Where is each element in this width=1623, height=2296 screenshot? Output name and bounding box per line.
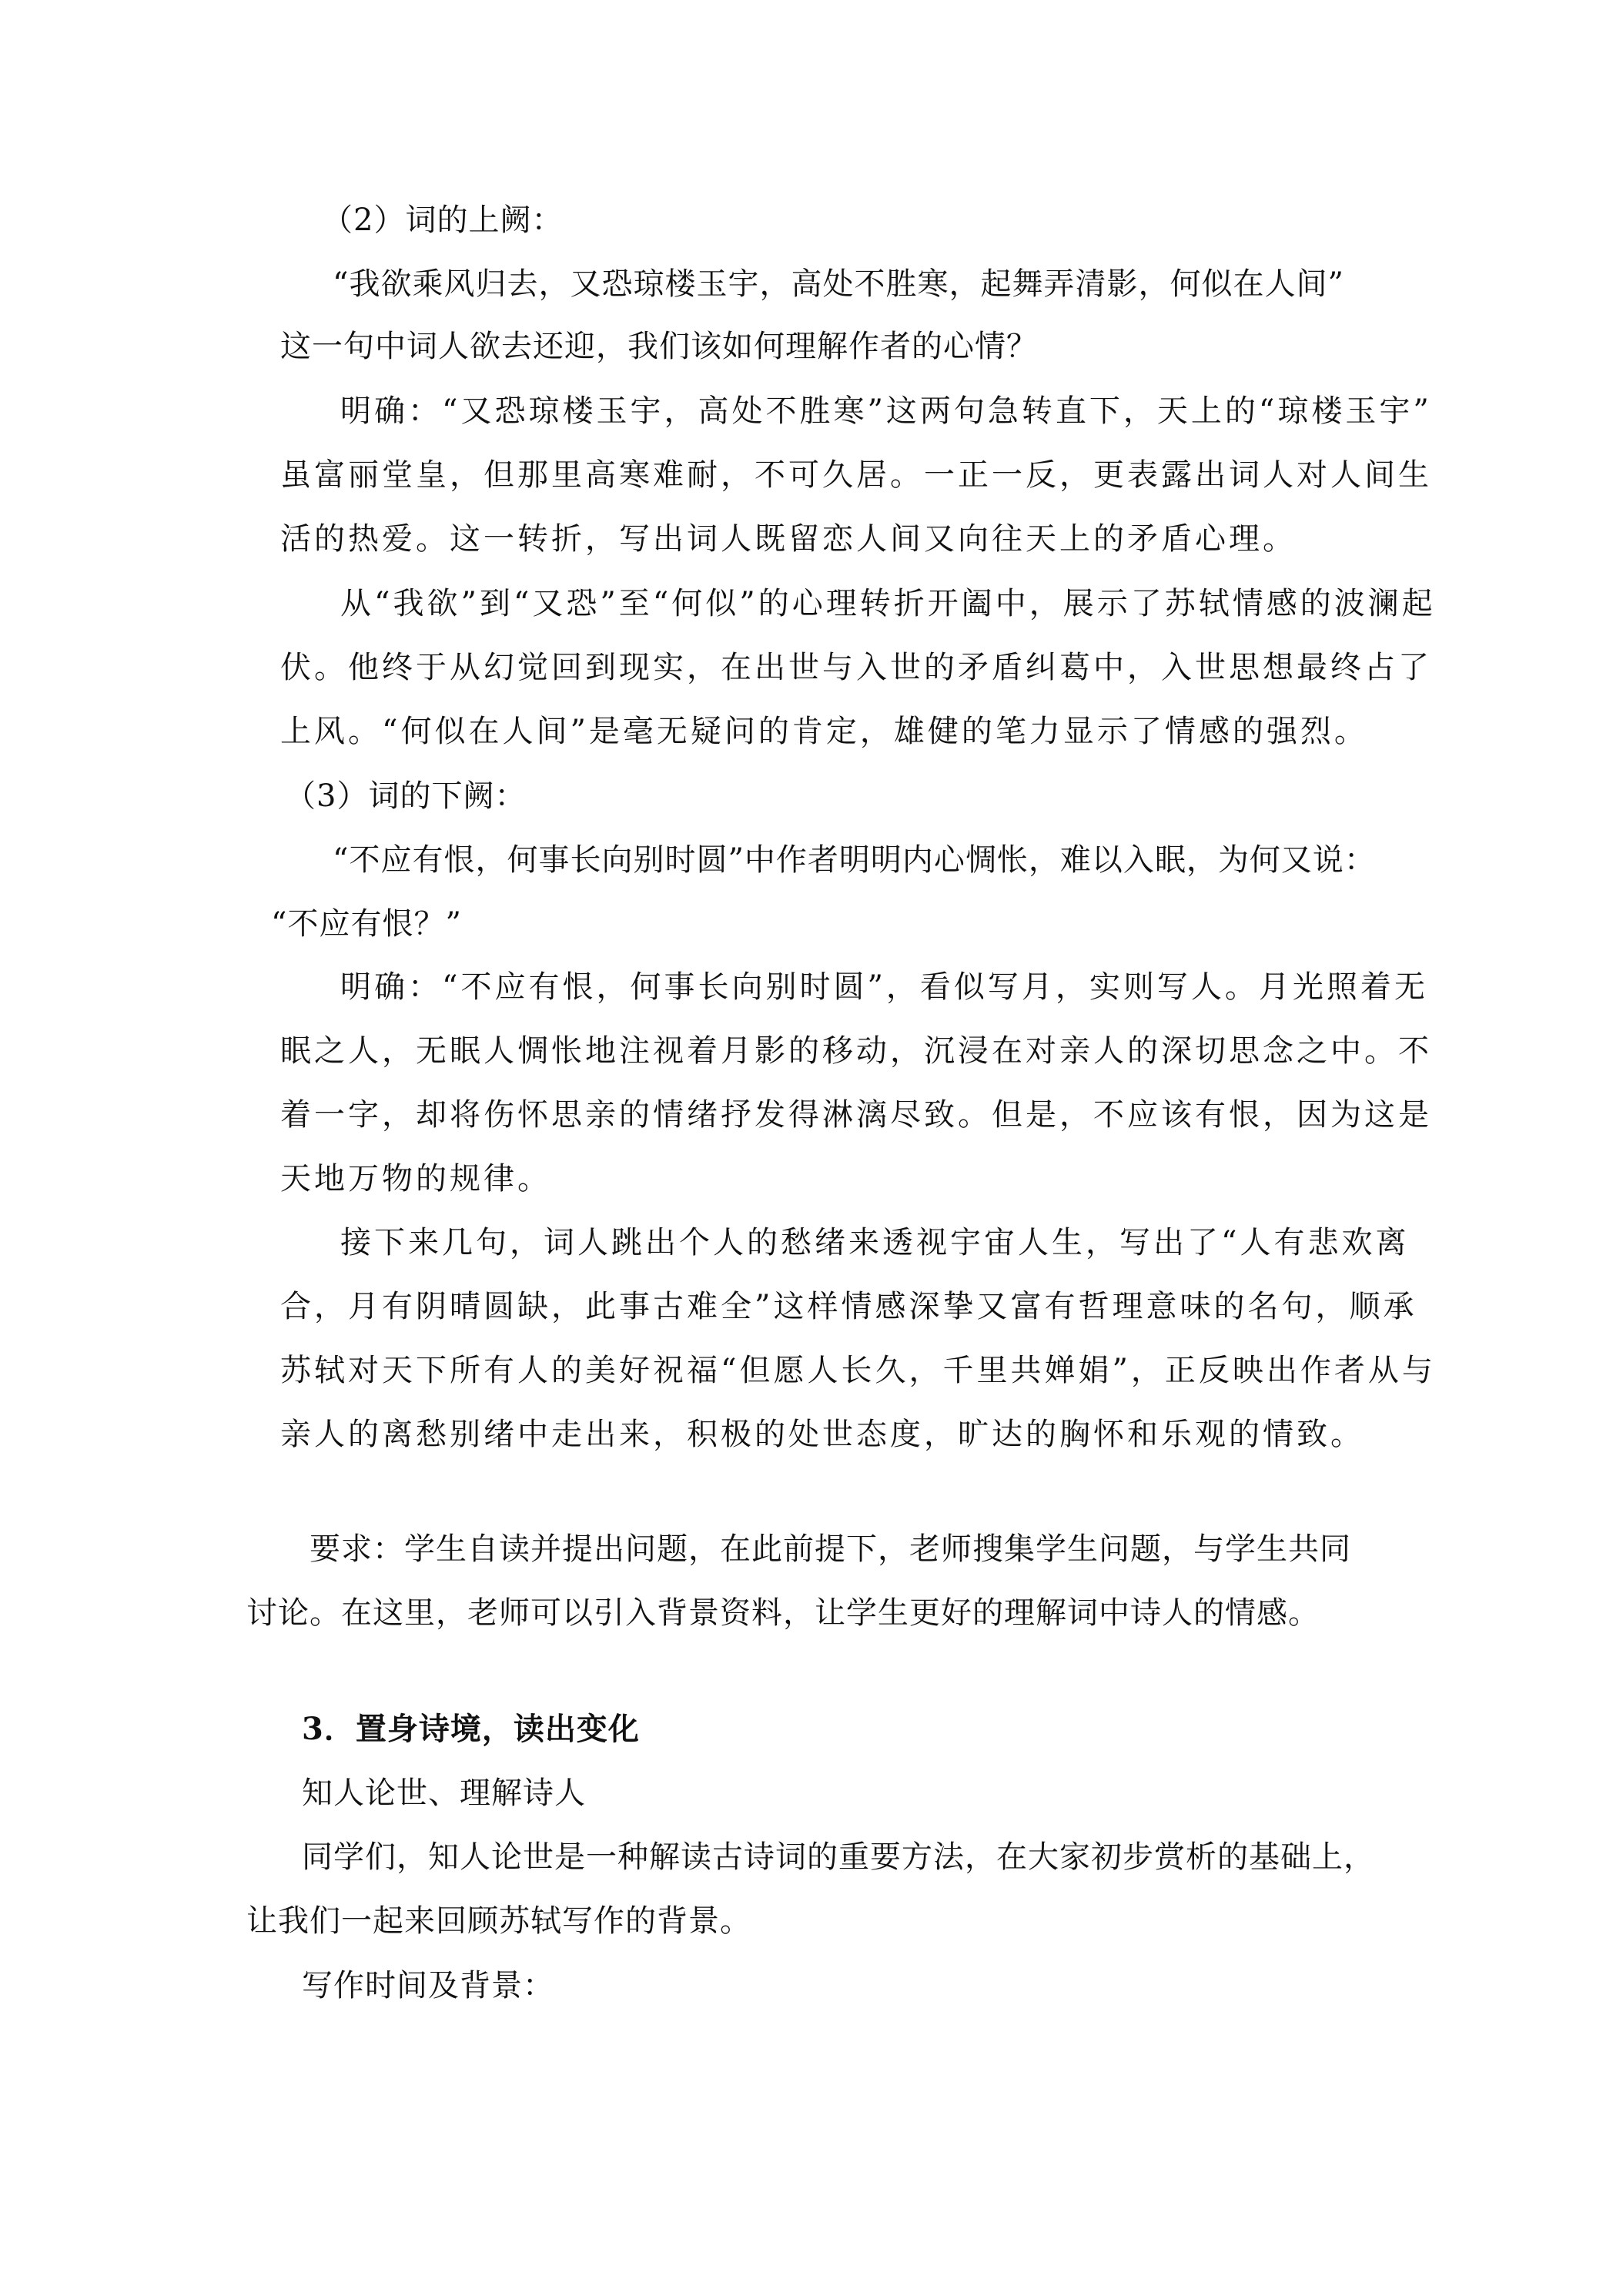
- question-line: “我欲乘风归去，又恐琼楼玉宇，高处不胜寒，起舞弄清影，何似在人间”: [333, 266, 1344, 302]
- requirement-line: 讨论。在这里，老师可以引入背景资料，让学生更好的理解词中诗人的情感。: [246, 1595, 1320, 1631]
- requirement-line: 要求：学生自读并提出问题，在此前提下，老师搜集学生问题，与学生共同: [310, 1531, 1351, 1567]
- answer-line: 明确：“又恐琼楼玉宇，高处不胜寒”这两句急转直下，天上的“琼楼玉宇”: [340, 393, 1432, 429]
- answer-line: 接下来几句，词人跳出个人的愁绪来透视宇宙人生，写出了“人有悲欢离: [340, 1225, 1410, 1260]
- answer-line: 着一字，却将伤怀思亲的情绪抒发得淋漓尽致。但是，不应该有恨，因为这是: [280, 1097, 1432, 1133]
- answer-line: 上风。“何似在人间”是毫无疑问的肯定，雄健的笔力显示了情感的强烈。: [280, 714, 1368, 749]
- section-heading: 3．置身诗境，读出变化: [302, 1711, 640, 1747]
- answer-line: 亲人的离愁别绪中走出来，积极的处世态度，旷达的胸怀和乐观的情致。: [280, 1417, 1364, 1452]
- subheading-lower-stanza: （3）词的下阙：: [285, 778, 527, 814]
- answer-line: 虽富丽堂皇，但那里高寒难耐，不可久居。一正一反，更表露出词人对人间生: [280, 457, 1432, 493]
- answer-line: 苏轼对天下所有人的美好祝福“但愿人长久，千里共婵娟”，正反映出作者从与: [280, 1353, 1436, 1388]
- subtitle-line: 知人论世、理解诗人: [302, 1776, 586, 1811]
- answer-line: 眠之人，无眠人惆怅地注视着月影的移动，沉浸在对亲人的深切思念之中。不: [280, 1033, 1432, 1069]
- question-line: 这一句中词人欲去还迎，我们该如何理解作者的心情？: [280, 329, 1038, 364]
- body-line: 同学们，知人论世是一种解读古诗词的重要方法，在大家初步赏析的基础上，: [302, 1839, 1375, 1875]
- body-line: 写作时间及背景：: [302, 1968, 554, 2003]
- answer-line: 明确：“不应有恨，何事长向别时圆”，看似写月，实则写人。月光照着无: [340, 969, 1428, 1005]
- answer-line: 从“我欲”到“又恐”至“何似”的心理转折开阖中，展示了苏轼情感的波澜起: [340, 586, 1436, 621]
- subheading-upper-stanza: （2）词的上阙：: [322, 202, 564, 238]
- answer-line: 天地万物的规律。: [280, 1161, 551, 1197]
- answer-line: 伏。他终于从幻觉回到现实，在出世与入世的矛盾纠葛中，入世思想最终占了: [280, 650, 1432, 685]
- question-line: “不应有恨？”: [271, 906, 462, 942]
- answer-line: 活的热爱。这一转折，写出词人既留恋人间又向往天上的矛盾心理。: [280, 521, 1297, 557]
- question-line: “不应有恨，何事长向别时圆”中作者明明内心惆怅，难以入眠，为何又说：: [333, 842, 1376, 878]
- answer-line: 合，月有阴晴圆缺，此事古难全”这样情感深挚又富有哲理意味的名句，顺承: [280, 1289, 1417, 1324]
- body-line: 让我们一起来回顾苏轼写作的背景。: [246, 1903, 751, 1939]
